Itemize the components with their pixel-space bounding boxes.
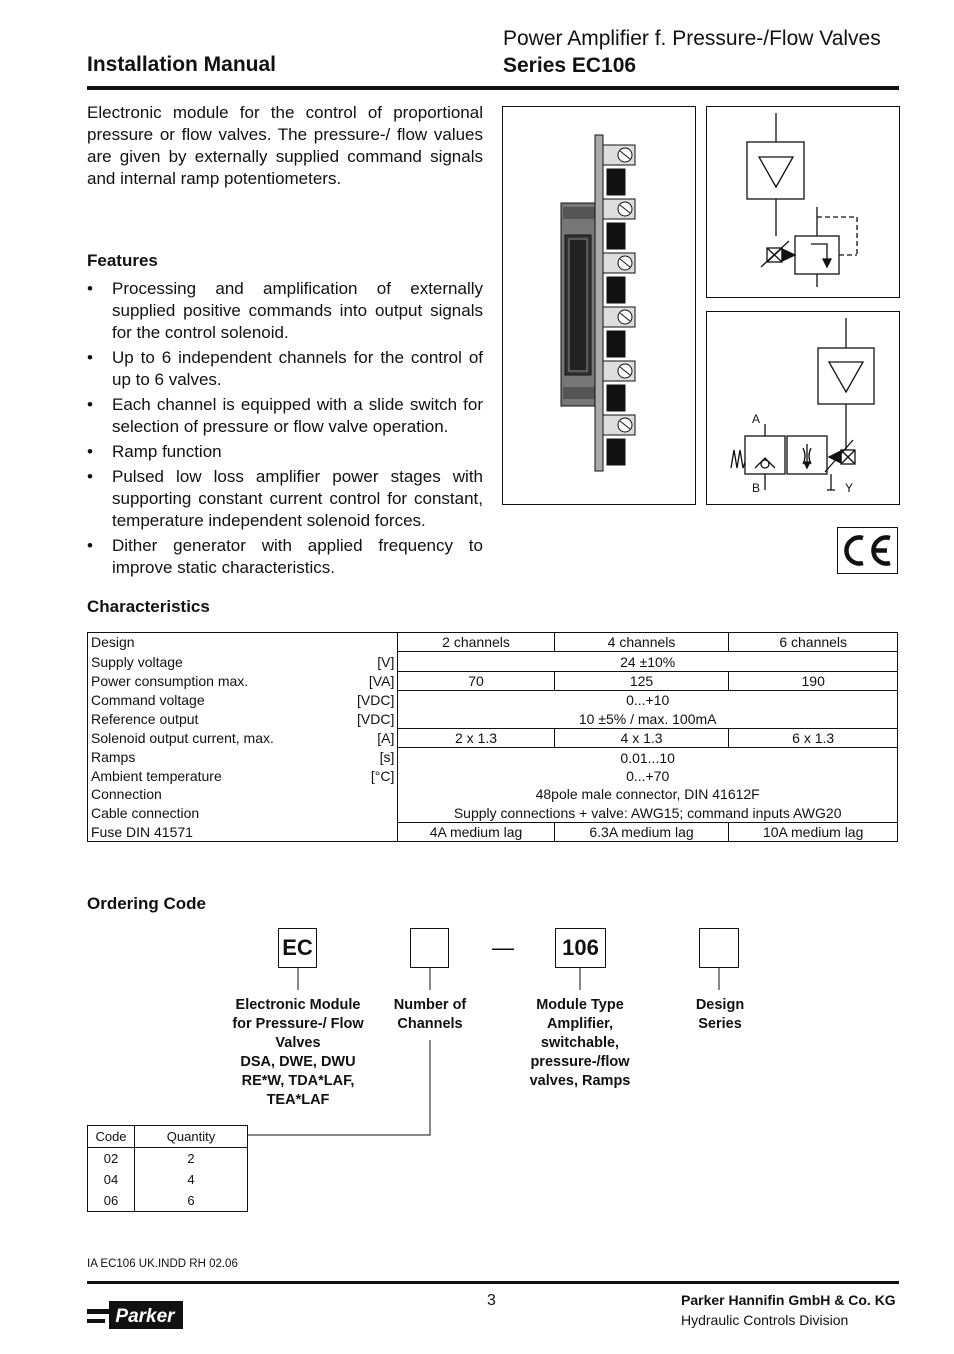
company-name: Parker Hannifin GmbH & Co. KG — [681, 1292, 896, 1308]
table-cell: Supply connections + valve: AWG15; command inputs AWG20 — [398, 804, 898, 823]
feature-item: • Each channel is equipped with a slide switch for selection of pressure or flow valve operation. — [87, 394, 483, 438]
quantity-table — [87, 1125, 248, 1212]
table-cell: 4 x 1.3 — [554, 728, 729, 747]
code-box-series — [699, 928, 739, 968]
feature-item: • Up to 6 independent channels for the control of up to 6 valves. — [87, 347, 483, 391]
table-cell: 6.3A medium lag — [554, 822, 729, 841]
row-unit: [VDC] — [354, 691, 398, 710]
table-cell: 06 — [88, 1190, 135, 1212]
intro-paragraph: Electronic module for the control of proportional pressure or flow valves. The pressure-/ flow values are given by externally supplied command signals and internal ramp potentiometers. — [87, 103, 483, 188]
row-label: Ambient temperature — [91, 767, 222, 784]
table-cell: 2 — [187, 1151, 195, 1166]
parker-logo-icon — [87, 1295, 183, 1331]
page-number: 3 — [487, 1292, 496, 1309]
feature-item: • Ramp function — [87, 441, 483, 463]
table-row — [88, 1169, 248, 1190]
table-row — [88, 1190, 248, 1212]
row-label: Connection — [91, 786, 162, 803]
label-module-type: Module Type Amplifier, switchable, pressure-/flow valves, Ramps — [529, 997, 631, 1089]
row-unit: [°C] — [354, 767, 398, 785]
feature-item: • Processing and amplification of externally supplied positive commands into output signals for the control solenoid. — [87, 278, 483, 344]
table-cell: 0...+10 — [398, 691, 898, 710]
table-cell: 6 x 1.3 — [729, 728, 898, 747]
label-number-of-channels: Number of Channels — [393, 997, 467, 1032]
table-cell: 04 — [88, 1169, 135, 1190]
row-unit: [V] — [354, 652, 398, 671]
row-label: Reference output — [91, 711, 199, 727]
table-cell: 4A medium lag — [398, 822, 554, 841]
feature-item: • Pulsed low loss amplifier power stages with supporting constant current control for constant, temperature independent solenoid forces. — [87, 466, 483, 532]
row-unit: [VA] — [354, 671, 398, 690]
table-row — [88, 1148, 248, 1170]
code-box-106: 106 — [555, 928, 606, 968]
table-cell: 10 ±5% / max. 100mA — [398, 710, 898, 729]
row-label: Ramps — [91, 749, 136, 766]
ordering-heading: Ordering Code — [87, 894, 207, 913]
table-cell: 0.01...10 — [398, 748, 898, 767]
row-label: Supply voltage — [91, 653, 183, 670]
product-title: Power Amplifier f. Pressure-/Flow Valves — [503, 27, 881, 50]
port-b-label: B — [752, 481, 761, 495]
table-cell: 10A medium lag — [729, 822, 898, 841]
table-cell: 4 — [187, 1172, 195, 1187]
row-label: Power consumption max. — [91, 672, 249, 689]
code-dash: — — [492, 935, 514, 960]
svg-text:Parker: Parker — [115, 1306, 175, 1327]
row-label: Fuse DIN 41571 — [91, 823, 193, 840]
features-heading: Features — [87, 251, 158, 270]
table-cell: 48pole male connector, DIN 41612F — [398, 785, 898, 803]
characteristics-heading: Characteristics — [87, 597, 210, 616]
table-cell: 0...+70 — [398, 767, 898, 785]
manual-title: Installation Manual — [87, 53, 277, 76]
table-cell: 24 ±10% — [398, 652, 898, 671]
port-a-label: A — [752, 412, 761, 426]
code-box-channels — [410, 928, 449, 968]
row-label: Cable connection — [91, 804, 200, 821]
label-design-series: Design Series — [695, 997, 745, 1032]
division-name: Hydraulic Controls Division — [681, 1312, 849, 1328]
row-unit: [s] — [354, 748, 398, 767]
label-electronic-module: Electronic Module for Pressure-/ Flow Valves DSA, DWE, DWU RE*W, TDA*LAF, TEA*LAF — [232, 997, 364, 1108]
table-cell: 70 — [398, 671, 554, 690]
table-header-cell: 2 channels — [398, 633, 554, 652]
table-cell: 6 — [187, 1193, 195, 1208]
row-label: Command voltage — [91, 692, 205, 709]
row-unit: [A] — [354, 728, 398, 747]
table-header-cell: 4 channels — [554, 633, 729, 652]
row-label: Design — [91, 634, 135, 651]
table-cell: 190 — [729, 671, 898, 690]
parker-logo — [87, 1295, 183, 1331]
port-y-label: Y — [845, 481, 854, 495]
table-cell: 2 x 1.3 — [398, 728, 554, 747]
row-label: Solenoid output current, max. — [91, 730, 274, 747]
table-cell: 125 — [554, 671, 729, 690]
table-row — [88, 1126, 248, 1148]
table-header-cell: Code — [88, 1126, 135, 1148]
code-box-ec: EC — [278, 928, 317, 968]
table-header-cell: 6 channels — [729, 633, 898, 652]
feature-item: • Dither generator with applied frequency to improve static characteristics. — [87, 535, 483, 579]
row-unit: [VDC] — [354, 710, 398, 729]
table-header-cell: Quantity — [166, 1129, 216, 1144]
table-cell: 02 — [88, 1148, 135, 1170]
series-title: Series EC106 — [503, 54, 637, 77]
file-reference: IA EC106 UK.INDD RH 02.06 — [87, 1258, 238, 1270]
footer-rule — [87, 1281, 899, 1284]
